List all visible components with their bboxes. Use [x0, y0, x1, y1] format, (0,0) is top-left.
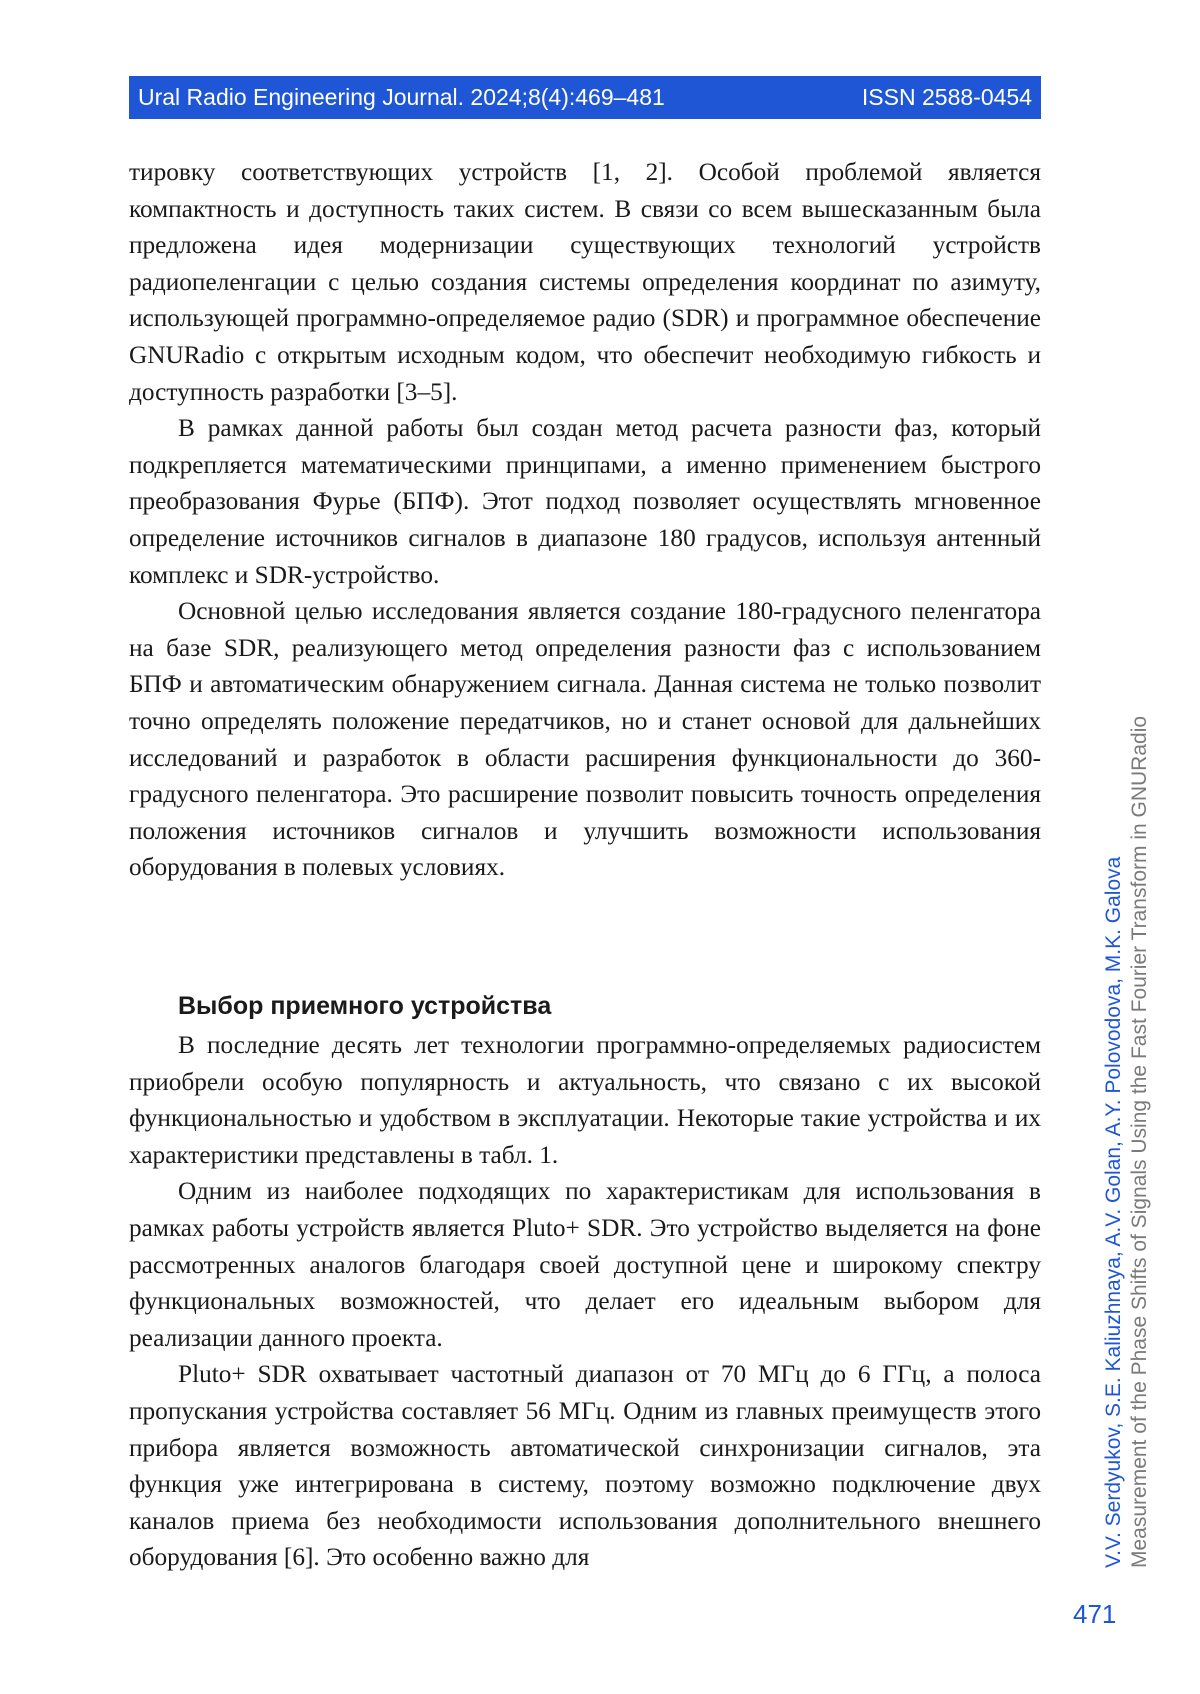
- page-number: 471: [1073, 1599, 1116, 1630]
- section-paragraph-1: В последние десять лет технологии программно-определяемых радиосистем приобрели особую популярность и актуальность, что связано с их высокой функциональностью и удобством в эксплуатации. Некоторые такие устройства и их характеристики представлены в табл. 1.: [129, 1027, 1041, 1173]
- sidebar-authors: V.V. Serdyukov, S.E. Kaliuzhnaya, A.V. Golan, A.Y. Polovodova, M.K. Galova: [1101, 716, 1127, 1568]
- paragraph-2: В рамках данной работы был создан метод расчета разности фаз, который подкрепляется математическими принципами, а именно применением быстрого преобразования Фурье (БПФ). Этот подход позволяет осуществлять мгновенное определение источников сигналов в диапазоне 180 градусов, используя антенный комплекс и SDR-устройство.: [129, 410, 1041, 593]
- journal-header-bar: [129, 76, 1041, 119]
- section-paragraph-3: Pluto+ SDR охватывает частотный диапазон от 70 МГц до 6 ГГц, а полоса пропускания устройства составляет 56 МГц. Одним из главных преимуществ этого прибора является возможность автоматической синхронизации сигналов, эта функция уже интегрирована в систему, поэтому возможно подключение двух каналов приема без необходимости использования дополнительного внешнего оборудования [6]. Это особенно важно для: [129, 1356, 1041, 1576]
- sidebar-running-title: [1101, 716, 1153, 1568]
- journal-citation: Ural Radio Engineering Journal. 2024;8(4):469–481: [138, 84, 665, 111]
- paragraph-1: тировку соответствующих устройств [1, 2]. Особой проблемой является компактность и доступность таких систем. В связи со всем вышесказанным была предложена идея модернизации существующих технологий устройств радиопеленгации с целью создания системы определения координат по азимуту, использующей программно-определяемое радио (SDR) и программное обеспечение GNURadio с открытым исходным кодом, что обеспечит необходимую гибкость и доступность разработки [3–5].: [129, 154, 1041, 410]
- sidebar-article-title: Measurement of the Phase Shifts of Signals Using the Fast Fourier Transform in GNURadio: [1127, 716, 1153, 1568]
- section-paragraph-2: Одним из наиболее подходящих по характеристикам для использования в рамках работы устройств является Pluto+ SDR. Это устройство выделяется на фоне рассмотренных аналогов благодаря своей доступной цене и широкому спектру функциональных возможностей, что делает его идеальным выбором для реализации данного проекта.: [129, 1173, 1041, 1356]
- article-body-top: [129, 154, 1041, 886]
- paragraph-3: Основной целью исследования является создание 180-градусного пеленгатора на базе SDR, реализующего метод определения разности фаз с использованием БПФ и автоматическим обнаружением сигнала. Данная система не только позволит точно определять положение передатчиков, но и станет основой для дальнейших исследований и разработок в области расширения функциональности до 360-градусного пеленгатора. Это расширение позволит повысить точность определения положения источников сигналов и улучшить возможности использования оборудования в полевых условиях.: [129, 593, 1041, 886]
- journal-issn: ISSN 2588-0454: [862, 84, 1032, 111]
- article-body-section: [129, 1027, 1041, 1576]
- section-heading: Выбор приемного устройства: [178, 989, 551, 1023]
